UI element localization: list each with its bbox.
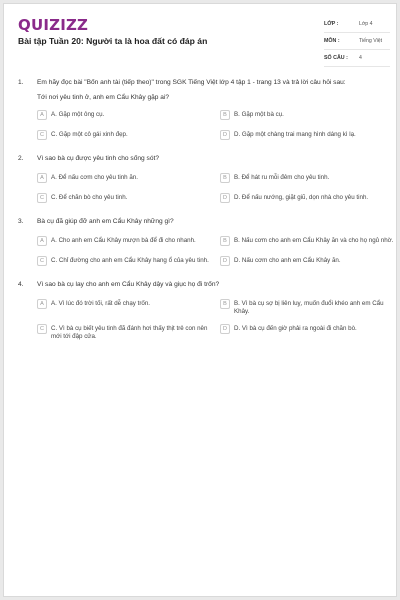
answer-option-b[interactable] (220, 236, 395, 248)
worksheet-page (3, 3, 397, 597)
meta-value: Tiếng Việt (359, 38, 383, 44)
option-text: D. Nấu cơm cho anh em Cẩu Khây ăn. (234, 257, 341, 264)
option-letter-box: A (37, 173, 47, 183)
option-letter-box: A (37, 299, 47, 309)
option-text: B. Vì bà cụ sợ bị liên luỵ, muốn đuổi khéo anh em Cẩu Khây. (234, 300, 384, 315)
option-letter-box: B (220, 236, 230, 246)
answer-option-c[interactable] (37, 193, 212, 205)
answer-option-d[interactable] (220, 256, 395, 268)
meta-label: SỐ CÂU : (324, 55, 348, 61)
question-header (18, 78, 388, 88)
option-text: B. Để hát ru mỗi đêm cho yêu tinh. (234, 174, 330, 181)
question-4 (18, 280, 388, 341)
option-text: D. Vì bà cụ đến giờ phải ra ngoài đi chăn bò. (234, 325, 357, 332)
question-number: 4. (18, 281, 24, 288)
question-3 (18, 217, 394, 268)
answer-option-a[interactable] (37, 236, 212, 248)
answer-option-b[interactable] (220, 299, 395, 316)
meta-row-count (324, 52, 390, 67)
meta-label: MÔN : (324, 38, 340, 44)
option-letter-box: C (37, 324, 47, 334)
answer-option-d[interactable] (220, 193, 395, 205)
answer-option-c[interactable] (37, 130, 212, 142)
answer-option-c[interactable] (37, 324, 212, 341)
option-text: B. Nấu cơm cho anh em Cẩu Khây ăn và cho họ ngủ nhờ. (234, 237, 394, 244)
worksheet-meta (324, 18, 390, 69)
answer-option-a[interactable] (37, 110, 212, 122)
option-letter-box: B (220, 299, 230, 309)
option-text: A. Vì lúc đó trời tối, rất dễ chạy trốn. (51, 300, 150, 307)
option-letter-box: B (220, 110, 230, 120)
meta-label: LỚP : (324, 21, 339, 27)
quizizz-logo: QUIZIZZ (18, 16, 89, 34)
option-letter-box: C (37, 256, 47, 266)
answer-option-d[interactable] (220, 324, 395, 341)
question-number: 1. (18, 79, 24, 86)
meta-row-class (324, 18, 390, 33)
option-text: A. Gặp một ông cụ. (51, 111, 105, 118)
answer-options (37, 173, 388, 205)
meta-value: Lớp 4 (359, 21, 373, 27)
answer-option-d[interactable] (220, 130, 395, 142)
question-text: Bà cụ đã giúp đỡ anh em Cẩu Khây những gì? (37, 218, 174, 225)
option-text: D. Gặp một chàng trai mang hình dáng kì lạ. (234, 131, 356, 138)
answer-options (37, 110, 388, 142)
question-header (18, 217, 388, 227)
option-letter-box: A (37, 236, 47, 246)
question-header (18, 280, 388, 290)
answer-option-c[interactable] (37, 256, 212, 268)
question-2 (18, 154, 388, 205)
meta-row-subject (324, 35, 390, 50)
answer-option-b[interactable] (220, 110, 395, 122)
worksheet-title: Bài tập Tuần 20: Người ta là hoa đất có đáp án (18, 36, 208, 46)
question-list (18, 78, 394, 353)
question-number: 2. (18, 155, 24, 162)
answer-option-a[interactable] (37, 173, 212, 185)
question-text: Em hãy đọc bài "Bốn anh tài (tiếp theo)" trong SGK Tiếng Việt lớp 4 tập 1 - trang 13 và trả lời câu hỏi sau: (37, 79, 346, 86)
answer-option-b[interactable] (220, 173, 395, 185)
option-letter-box: B (220, 173, 230, 183)
meta-value: 4 (359, 55, 362, 61)
question-header (18, 154, 388, 164)
question-text: Vì sao bà cụ lay cho anh em Cẩu Khây dậy và giục họ đi trốn? (37, 281, 220, 288)
answer-options (37, 299, 388, 341)
question-subtext: Tới nơi yêu tinh ở, anh em Cẩu Khây gặp ai? (37, 94, 170, 101)
option-letter-box: C (37, 193, 47, 203)
option-letter-box: D (220, 130, 230, 140)
option-letter-box: A (37, 110, 47, 120)
option-letter-box: D (220, 256, 230, 266)
answer-options (37, 236, 394, 268)
option-text: C. Để chăn bò cho yêu tinh. (51, 194, 128, 201)
question-number: 3. (18, 218, 24, 225)
option-text: A. Để nấu cơm cho yêu tinh ăn. (51, 174, 138, 181)
question-text: Vì sao bà cụ được yêu tinh cho sống sót? (37, 155, 160, 162)
option-letter-box: D (220, 324, 230, 334)
option-text: C. Vì bà cụ biết yêu tinh đã đánh hơi thấy thịt trẻ con nên mới tới đập cửa. (51, 325, 208, 340)
answer-option-a[interactable] (37, 299, 212, 316)
option-text: C. Chỉ đường cho anh em Cẩu Khây hang ổ của yêu tinh. (51, 257, 209, 264)
option-text: B. Gặp một bà cụ. (234, 111, 284, 118)
question-1 (18, 78, 388, 142)
option-text: C. Gặp một cô gái xinh đẹp. (51, 131, 128, 138)
option-letter-box: C (37, 130, 47, 140)
option-text: A. Cho anh em Cẩu Khây mượn bà để đi cho nhanh. (51, 237, 196, 244)
option-letter-box: D (220, 193, 230, 203)
option-text: D. Để nấu nướng, giặt giũ, dọn nhà cho yêu tinh. (234, 194, 369, 201)
